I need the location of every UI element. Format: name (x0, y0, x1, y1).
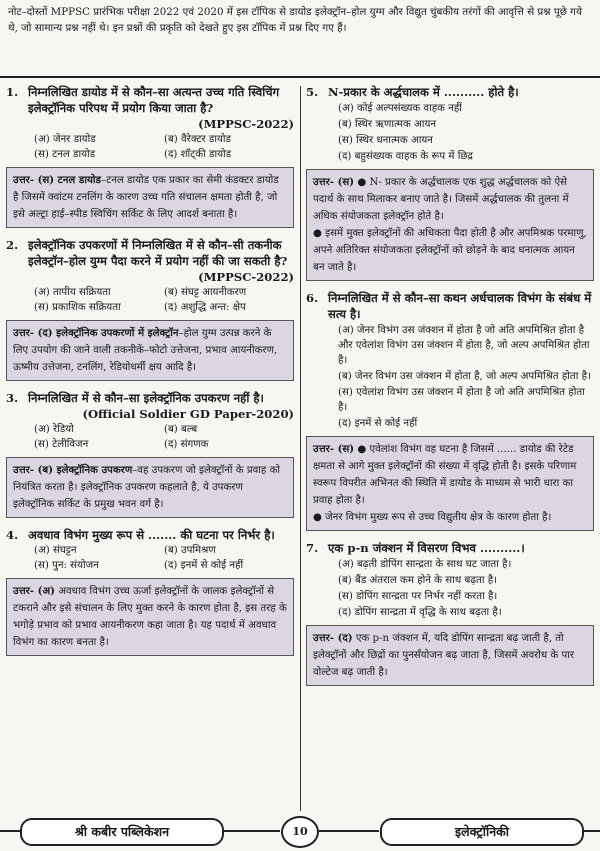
answer-box (6, 167, 294, 228)
option-item: (अ) जेनर विभंग उस जंक्शन में होता है जो अति अपमिश्रित होता है और एवेलांश विभंग उस जंक्शन में होता है, जो अल्प अपमिश्रित होता है। (338, 325, 590, 366)
answer-explanation-extra: ● जेनर विभंग मुख्य रूप से उच्च विद्युतीय क्षेत्र के कारण होता है। (313, 512, 552, 523)
question-block (6, 237, 294, 381)
question-text: निम्नलिखित डायोड में से कौन–सा अत्यन्त उच्च गति स्विचिंग इलेक्ट्रॉनिक परिपथ में प्रयोग किया जाता है? (28, 85, 280, 115)
question-number: 6. (306, 291, 319, 305)
answer-explanation: एक p-n जंक्शन में, यदि डोपिंग सान्द्रता बढ़ जाती है, तो इलेक्ट्रॉनों और छिद्रों का पुनर्संयोजन बढ़ जाता है, जिसमें अवरोध के पार वोल्टेज बढ़ जाती है। (313, 633, 575, 678)
options-list (6, 285, 294, 315)
question-heading (306, 290, 594, 322)
answer-label: उत्तर- (द) (313, 632, 353, 644)
option-item: (स) टेलीविजन (34, 439, 89, 450)
question-block (6, 527, 294, 656)
option-item: (स) पुन: संयोजन (34, 560, 99, 571)
question-heading (6, 527, 294, 543)
question-heading (6, 84, 294, 116)
option-item: (स) डोपिंग सान्द्रता पर निर्भर नहीं करता है। (338, 591, 498, 602)
option-item: (अ) संघट्टन (34, 545, 77, 556)
option-item: (ब) बैंड अंतराल कम होने के साथ बढ़ता है। (338, 575, 497, 586)
exam-source: (MPPSC-2022) (198, 270, 294, 284)
answer-label: उत्तर- (स) (313, 176, 355, 188)
option-item: (स) प्रकाशिक सक्रियता (34, 302, 121, 313)
option-item: (ब) उपमिश्रण (164, 545, 216, 556)
question-block (6, 390, 294, 518)
answer-explanation-extra: ● इसमें मुक्त इलेक्ट्रॉनों की अधिकता पैदा होती है और अपमिश्रक परमाणु, अपने अतिरिक्त संयोजकता इलेक्ट्रॉनों को छोड़ने के बाद धनात्मक आयन बन जाते है। (313, 228, 587, 273)
answer-box (6, 457, 294, 518)
option-item: (ब) बल्ब (164, 424, 198, 435)
intro-note: नोट–दोस्तों MPPSC प्रारंभिक परीक्षा 2022 एवं 2020 में इस टॉपिक से डायोड इलेक्ट्रॉन–होल युग्म और विद्युत चुंबकीय तरंगों की आवृत्ति से प्रश्न पूछे गये थे, जो सामान्य प्रश्न नहीं थे। इन प्रश्नों की प्रकृति को देखते हुए इस टॉपिक में प्रश्न दिए गए हैं। (8, 6, 582, 34)
question-text: इलेक्ट्रॉनिक उपकरणों में निम्नलिखित में से कौन–सी तकनीक इलेक्ट्रॉन–होल युग्म पैदा करने में प्रयोग नहीं की जा सकती है? (28, 238, 288, 268)
question-number: 1. (6, 85, 19, 99)
exam-source: (Official Soldier GD Paper-2020) (82, 407, 294, 421)
question-block (306, 84, 594, 281)
option-item: (द) संगणक (164, 439, 209, 450)
right-column (306, 84, 594, 695)
options-list (306, 101, 594, 164)
option-item: (स) टनल डायोड (34, 149, 96, 160)
option-item: (ब) वैरेक्टर डायोड (164, 134, 232, 145)
subject-name: इलेक्ट्रॉनिकी (380, 818, 584, 846)
question-number: 7. (306, 541, 319, 555)
question-block (6, 84, 294, 228)
exam-source: (MPPSC-2022) (198, 117, 294, 131)
options-list (306, 323, 594, 431)
footer-line (0, 830, 20, 832)
question-block (306, 290, 594, 531)
answer-label: उत्तर- (स) (313, 443, 355, 455)
question-text: अवधाव विभंग मुख्य रूप से ....... की घटना पर निर्भर है। (28, 528, 275, 542)
publisher-name: श्री कबीर पब्लिकेशन (20, 818, 224, 846)
options-list (306, 557, 594, 620)
question-block (306, 540, 594, 686)
page-number: 10 (281, 816, 319, 848)
footer-line (319, 830, 379, 832)
answer-box (306, 169, 594, 281)
options-list (6, 132, 294, 162)
left-column (6, 84, 294, 665)
option-item: (अ) बढ़ती डोपिंग सान्द्रता के साथ घट जाता है। (338, 559, 512, 570)
option-item: (द) डोपिंग सान्द्रता में वृद्धि के साथ बढ़ता है। (338, 607, 502, 618)
answer-explanation: ● N- प्रकार के अर्द्धचालक एक शुद्ध अर्द्धचालक को ऐसे पदार्थ के साथ मिलाकर बनाए जाते है। जिसमें अर्द्धचालक की तुलना में अधिक संयोजकता इलेक्ट्रॉन होते है। (313, 177, 569, 222)
question-heading (6, 390, 294, 406)
option-item: (द) इनमें से कोई नहीं (338, 418, 418, 429)
answer-label: उत्तर- (अ) (13, 585, 55, 597)
page-footer (0, 812, 600, 851)
footer-line (584, 830, 600, 832)
option-item: (अ) तापीय सक्रियता (34, 287, 111, 298)
question-heading (306, 540, 594, 556)
answer-label: उत्तर- (ब) इलेक्ट्रॉनिक उपकरण (13, 464, 133, 476)
option-item: (द) अशुद्धि अन्त: क्षेप (164, 302, 246, 313)
answer-label: उत्तर- (स) टनल डायोड (13, 174, 101, 186)
option-item: (द) इनमें से कोई नहीं (164, 560, 244, 571)
answer-explanation: –टनल डायोड एक प्रकार का सेमी कंडक्टर डायोड है जिसमें क्वांटम टनलिंग के कारण उच्च गति संचालन क्षमता होती है, जो इसे अल्ट्रा हाई–स्पीड स्विचिंग सर्किट के लिए आदर्श बनाता है। (13, 175, 279, 220)
option-item: (स) स्थिर धनात्मक आयन (338, 135, 433, 146)
header-divider (0, 76, 600, 78)
answer-label: उत्तर- (द) इलेक्ट्रॉनिक उपकरणों में इलेक्ट्रॉन (13, 327, 179, 339)
question-number: 3. (6, 391, 19, 405)
question-heading (6, 237, 294, 269)
answer-box (6, 320, 294, 381)
answer-box (306, 625, 594, 686)
answer-explanation: –होल युग्म उत्पन्न करने के लिए उपयोग की जाने वाली तकनीकें–फोटो उत्तेजना, प्रभाव आयनीकरण, ऊष्मीय उत्तेजना, टनलिंग, रेडियोधर्मी क्षय आदि है। (13, 328, 278, 373)
option-item: (ब) जेनर विभंग उस जंक्शन में होता है, जो अल्प अपमिश्रित होता है। (338, 371, 591, 382)
question-text: निम्नलिखित में से कौन–सा इलेक्ट्रॉनिक उपकरण नहीं है। (28, 391, 264, 405)
option-item: (ब) संघट्ट आयनीकरण (164, 287, 247, 298)
question-heading (306, 84, 594, 100)
column-divider (300, 86, 301, 811)
question-number: 5. (306, 85, 319, 99)
option-item: (अ) जेनर डायोड (34, 134, 96, 145)
answer-explanation: अवधाव विभंग उच्च ऊर्जा इलेक्ट्रॉनों के जालक इलेक्ट्रॉनों से टकराने और इसे संचालन के लिए मुक्त करने के कारण होता है, इस तरह के भगोड़े प्रभाव को प्रभाव आयनीकरण कहा जाता है। यह पदार्थ में अवधाव विभंग का कारण बनता है। (13, 586, 287, 648)
answer-explanation: –वह उपकरण जो इलेक्ट्रॉनों के प्रवाह को नियंत्रित करता है। इलेक्ट्रॉनिक उपकरण कहलाते है, ये उपकरण इलेक्ट्रॉनिक सर्किट के प्रमुख भवन वर्ग है। (13, 465, 281, 510)
question-number: 2. (6, 238, 19, 252)
option-item: (द) बहुसंख्यक वाहक के रूप में छिद्र (338, 151, 473, 162)
option-item: (द) शॉट्की डायोड (164, 149, 232, 160)
question-text: निम्नलिखित में से कौन–सा कथन अर्धचालक विभंग के संबंध में सत्य है। (328, 291, 592, 321)
options-list (6, 422, 294, 452)
options-list (6, 543, 294, 573)
option-item: (स) एवेलांश विभंग उस जंक्शन में होता है जो अति अपमिश्रित होता है। (338, 387, 585, 413)
option-item: (ब) स्थिर ऋणात्मक आयन (338, 119, 437, 130)
option-item: (अ) कोई अल्पसंख्यक वाहक नहीं (338, 103, 462, 114)
option-item: (अ) रेडियो (34, 424, 74, 435)
question-text: एक p-n जंक्शन में विसरण विभव ..........। (328, 541, 525, 555)
answer-explanation: ● एवेलांश विभंग वह घटना है जिसमें ...... डायोड की रेटेड क्षमता से आगे मुक्त इलेक्ट्रॉनों की संख्या में वृद्धि होती है। इसके परिणाम स्वरूप विपरीत अभिनत की स्थिति में डायोड के माध्यम से भारी धारा का प्रवाह होता है। (313, 444, 577, 506)
answer-box (6, 578, 294, 656)
question-number: 4. (6, 528, 19, 542)
footer-line (222, 830, 280, 832)
answer-box (306, 436, 594, 531)
question-text: N-प्रकार के अर्द्धचालक में .......... होते है। (328, 85, 519, 99)
